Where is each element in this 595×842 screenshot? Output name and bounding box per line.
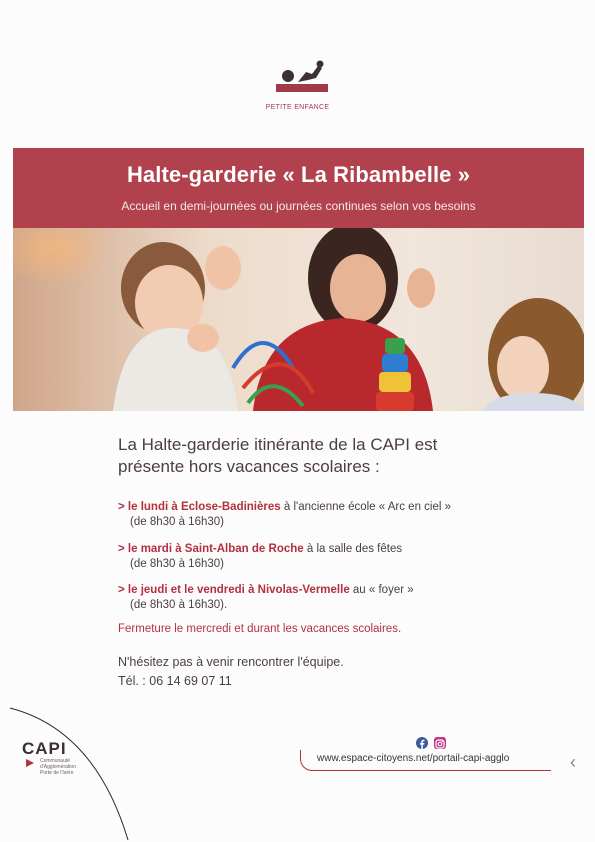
intro-text (118, 434, 538, 478)
schedule-place: à la salle des fêtes (303, 543, 403, 555)
page-title: Halte-garderie « La Ribambelle » (126, 162, 471, 187)
schedule-place: à l'ancienne école « Arc en ciel » (280, 501, 452, 513)
arrow-right-icon: > (118, 501, 125, 513)
schedule-hours: (de 8h30 à 16h30) (130, 516, 224, 528)
schedule-item (118, 583, 414, 613)
chevron-left-icon: ‹ (570, 752, 576, 772)
schedule-hours: (de 8h30 à 16h30). (130, 599, 228, 611)
schedule-day: le lundi à Eclose-Badinières (127, 501, 281, 513)
category-label: PETITE ENFANCE (265, 104, 330, 111)
schedule-hours: (de 8h30 à 16h30) (130, 558, 224, 570)
intro-line-1: La Halte-garderie itinérante de la CAPI est (118, 435, 438, 454)
schedule-day: le mardi à Saint-Alban de Roche (127, 543, 304, 555)
arrow-right-icon: > (118, 584, 125, 596)
title-banner (13, 148, 584, 228)
facebook-icon[interactable] (416, 737, 428, 749)
schedule-day: le jeudi et le vendredi à Nivolas-Vermelle (127, 584, 350, 596)
instagram-icon[interactable] (434, 737, 446, 749)
capi-tagline-line: d'Agglomération (40, 764, 76, 770)
invite-text: N'hésitez pas à venir rencontrer l'équipe. (118, 655, 344, 669)
schedule-item (118, 542, 402, 572)
schedule-item (118, 500, 451, 530)
capi-logo: CAPI (22, 739, 67, 758)
arrow-right-icon: > (118, 543, 125, 555)
phone-number[interactable]: Tél. : 06 14 69 07 11 (118, 674, 232, 688)
intro-line-2: présente hors vacances scolaires : (118, 457, 380, 476)
website-link[interactable]: www.espace-citoyens.net/portail-capi-agglo (317, 753, 510, 764)
photo-children-caregiver (13, 228, 584, 411)
page-subtitle: Accueil en demi-journées ou journées continues selon vos besoins (121, 199, 476, 213)
child-playing-icon (272, 58, 332, 94)
closing-note: Fermeture le mercredi et durant les vacances scolaires. (118, 623, 402, 635)
capi-tagline (40, 758, 100, 776)
schedule-place: au « foyer » (349, 584, 414, 596)
capi-tagline-line: Porte de l'Isère (40, 770, 74, 776)
capi-tagline-line: Communauté (40, 758, 71, 764)
website-link-box[interactable] (300, 750, 551, 771)
